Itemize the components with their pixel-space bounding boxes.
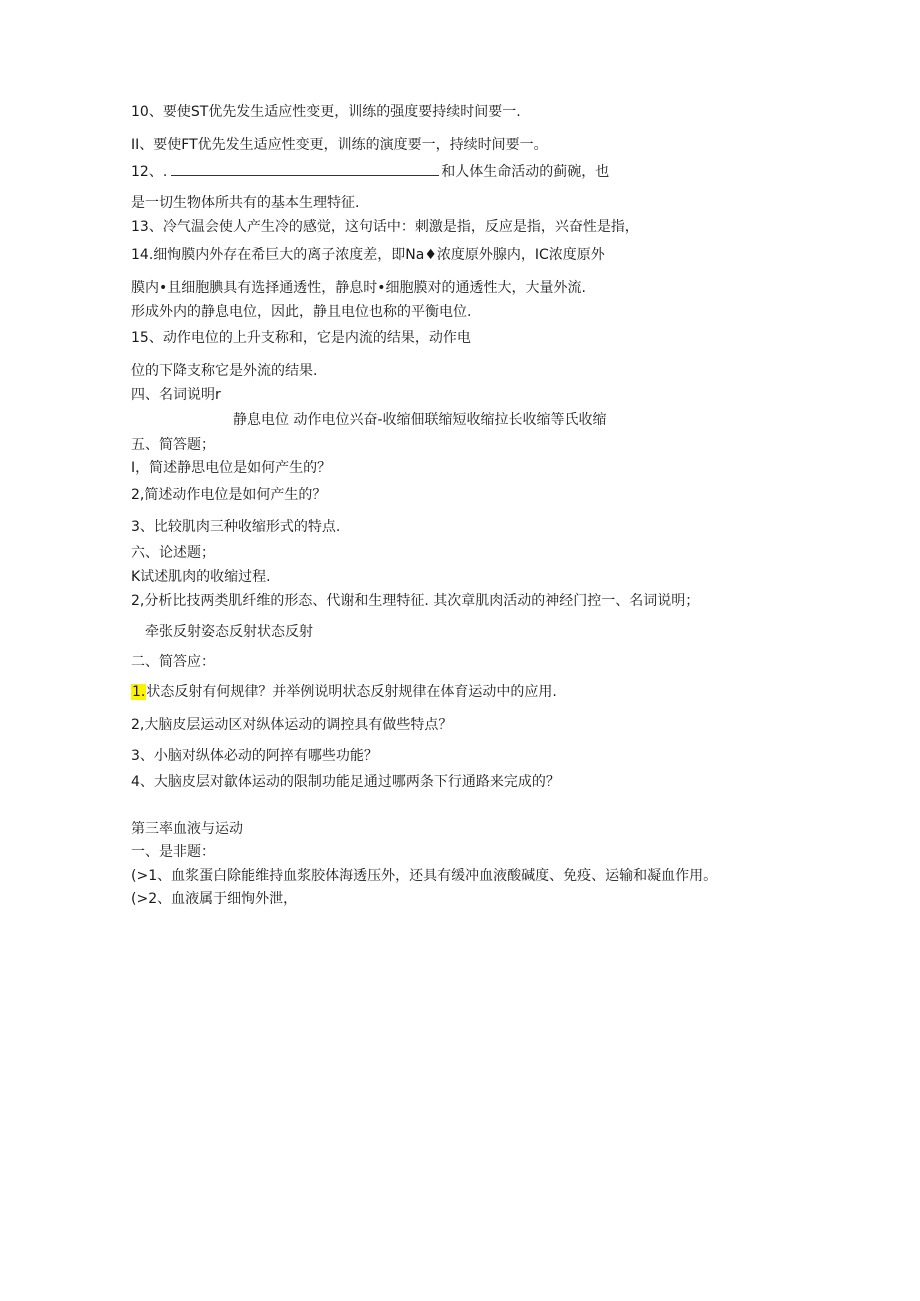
question-12 [131,163,609,181]
question-15: 15、动作电位的上升支称和，它是内流的结果，动作电 [131,330,471,346]
question-13: 13、冷气温会使人产生冷的感觉，这句话中：刺激是指，反应是指，兴奋性是指， [131,219,639,235]
essay-2: 2,分析比技两类肌纤维的形态、代谢和生理特征. 其次章肌肉活动的神经门控一、名词说明； [131,593,700,609]
short-answer-3: 3、比较肌肉三种收缩形式的特点. [131,519,341,535]
question-12-cont: 是一切生物体所共有的基本生理特征. [131,195,360,211]
question-14-cont-2: 形成外内的静息电位，因此，静且电位也称的平衡电位. [131,304,472,320]
true-false-2: (>2、血液属于细恂外泄， [131,891,298,907]
terms-list-2: 牵张反射姿态反射状态反射 [145,624,313,640]
answer-question-1 [131,683,557,701]
short-answer-1: I，简述静思电位是如何产生的？ [131,460,332,476]
highlighted-number: 1. [132,684,146,700]
essay-1: K试述肌肉的收缩过程. [131,569,271,585]
section-1-heading: 一、是非题： [131,844,215,860]
question-10: 10、要使ST优先发生适应性变更，训练的强度要持续时间要一. [131,104,521,120]
answer-question-4: 4、大脑皮层对歙体运动的限制功能足通过哪两条下行通路来完成的？ [131,774,560,790]
terms-list: 静息电位 动作电位兴奋-收缩佃联缩短收缩拉长收缩等氏收缩 [233,412,607,428]
question-15-cont: 位的下降支称它是外流的结果. [131,363,318,379]
true-false-1: (>1、血浆蛋白除能维持血浆胶体海透压外，还具有缓冲血液酸碱度、免疫、运输和凝血作用。 [131,868,718,884]
short-answer-2: 2,简述动作电位是如何产生的？ [131,487,327,503]
question-14-cont-1: 膜内•且细胞腆具有选择通透性，静息时•细胞膜对的通透性大，大量外流. [131,280,586,296]
section-2-heading: 二、简答应： [131,654,215,670]
section-4-heading: 四、名词说明r [131,387,221,403]
question-14: 14.细恂膜内外存在希巨大的离子浓度差，即Na♦浓度原外腺内，IC浓度原外 [131,247,605,263]
question-11: II、要使FT优先发生适应性变更，训练的演度要一，持续时间要一。 [131,137,548,153]
answer-question-1-text: 状态反射有何规律？并举例说明状态反射规律在体育运动中的应用. [146,684,557,700]
answer-blank [171,163,439,176]
section-6-heading: 六、论述题； [131,545,215,561]
chapter-3-title: 第三率血液与运动 [131,821,243,837]
answer-question-2: 2,大脑皮层运动区对纵体运动的调控具有做些特点？ [131,717,453,733]
question-12-text: 和人体生命活动的蓟碗，也 [441,164,610,180]
question-12-number: 12、. [131,164,168,180]
section-5-heading: 五、简答题； [131,437,215,453]
answer-question-3: 3、小脑对纵体必动的阿捽有哪些功能？ [131,748,378,764]
